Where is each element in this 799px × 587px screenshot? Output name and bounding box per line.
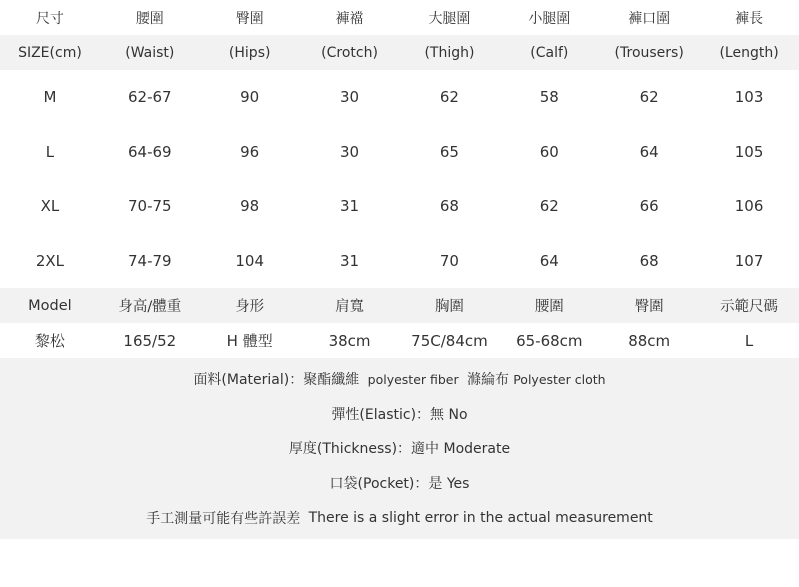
crotch-cell: 31 xyxy=(340,251,360,270)
material-cn2: 滌綸布 xyxy=(467,372,510,389)
hips-cell: 104 xyxy=(235,251,264,270)
thigh-cell: 68 xyxy=(439,197,459,216)
hips-cell: 98 xyxy=(240,197,260,216)
trousers-cell: 64 xyxy=(639,142,659,161)
model-header-hips: 臀圍 xyxy=(634,299,664,315)
thigh-cell: 70 xyxy=(439,251,459,270)
length-cell: 105 xyxy=(734,142,764,161)
thigh-cell: 62 xyxy=(439,88,459,107)
trousers-cell: 68 xyxy=(639,251,659,270)
calf-cell: 58 xyxy=(539,88,559,107)
table-row xyxy=(0,70,799,125)
model-size-worn: L xyxy=(744,331,754,350)
thickness-note: 厚度(Thickness)：適中 Moderate xyxy=(288,441,511,458)
calf-cell: 64 xyxy=(539,251,559,270)
length-cell: 103 xyxy=(734,88,764,107)
model-header-size-worn: 示範尺碼 xyxy=(720,299,779,315)
model-header-waist: 腰圍 xyxy=(534,299,564,315)
error-cn: 手工測量可能有些許誤差 xyxy=(146,510,301,527)
size-cell: XL xyxy=(40,197,60,216)
header-row-cn xyxy=(0,0,799,35)
header-cn-trousers: 褲口圍 xyxy=(628,10,671,27)
model-chest: 75C/84cm xyxy=(411,331,488,350)
model-header-name: Model xyxy=(28,297,72,314)
model-values-row xyxy=(0,323,799,358)
material-label: 面料(Material)： xyxy=(193,372,304,389)
size-cell: L xyxy=(45,142,55,161)
waist-cell: 62-67 xyxy=(128,88,172,107)
material-cn: 聚酯纖維 xyxy=(303,372,360,389)
crotch-cell: 30 xyxy=(340,88,360,107)
waist-cell: 70-75 xyxy=(128,197,172,216)
material-note xyxy=(0,362,799,397)
waist-cell: 74-79 xyxy=(128,251,172,270)
size-cell: M xyxy=(43,88,57,107)
model-header-body-shape: 身形 xyxy=(235,299,265,315)
trousers-cell: 62 xyxy=(639,88,659,107)
table-row xyxy=(0,125,799,180)
material-cloth: Polyester cloth xyxy=(513,371,606,387)
header-en-crotch: (Crotch) xyxy=(321,44,378,61)
model-header-chest: 胸圍 xyxy=(434,299,464,315)
elastic-note: 彈性(Elastic)：無 No xyxy=(331,406,468,423)
length-cell: 107 xyxy=(734,251,764,270)
header-cn-calf: 小腿圍 xyxy=(528,10,571,27)
header-en-length: (Length) xyxy=(719,44,779,61)
header-cn-thigh: 大腿圍 xyxy=(428,10,471,27)
model-hips: 88cm xyxy=(628,331,671,350)
error-en: There is a slight error in the actual measurement xyxy=(308,509,653,526)
hips-cell: 90 xyxy=(240,88,260,107)
model-shoulder: 38cm xyxy=(328,331,371,350)
model-header-height-weight: 身高/體重 xyxy=(118,299,182,315)
model-header-row xyxy=(0,288,799,323)
length-cell: 106 xyxy=(734,197,764,216)
crotch-cell: 30 xyxy=(340,142,360,161)
header-cn-hips: 臀圍 xyxy=(235,10,264,27)
header-row-en xyxy=(0,35,799,70)
table-row xyxy=(0,234,799,289)
header-cn-crotch: 褲襠 xyxy=(335,10,364,27)
header-en-hips: (Hips) xyxy=(228,44,271,61)
header-en-size: SIZE(cm) xyxy=(18,44,82,61)
calf-cell: 62 xyxy=(539,197,559,216)
crotch-cell: 31 xyxy=(340,197,360,216)
header-cn-size: 尺寸 xyxy=(35,10,64,27)
header-en-waist: (Waist) xyxy=(125,44,175,61)
model-body-shape: H 體型 xyxy=(226,332,273,350)
model-header-shoulder: 肩寬 xyxy=(335,299,365,315)
size-cell: 2XL xyxy=(35,251,65,270)
header-en-trousers: (Trousers) xyxy=(614,44,684,61)
model-height-weight: 165/52 xyxy=(123,331,177,350)
pocket-note: 口袋(Pocket)：是 Yes xyxy=(329,476,470,493)
table-row xyxy=(0,179,799,234)
waist-cell: 64-69 xyxy=(128,142,172,161)
trousers-cell: 66 xyxy=(639,197,659,216)
material-fiber: polyester fiber xyxy=(367,371,459,387)
calf-cell: 60 xyxy=(539,142,559,161)
product-notes xyxy=(0,358,799,539)
thigh-cell: 65 xyxy=(439,142,459,161)
header-en-thigh: (Thigh) xyxy=(424,44,475,61)
model-name: 黎松 xyxy=(34,332,65,350)
model-waist: 65-68cm xyxy=(516,331,583,350)
header-cn-waist: 腰圍 xyxy=(135,10,164,27)
measurement-error-note xyxy=(0,500,799,535)
header-en-calf: (Calf) xyxy=(530,44,569,61)
header-cn-length: 褲長 xyxy=(735,10,764,27)
hips-cell: 96 xyxy=(240,142,260,161)
